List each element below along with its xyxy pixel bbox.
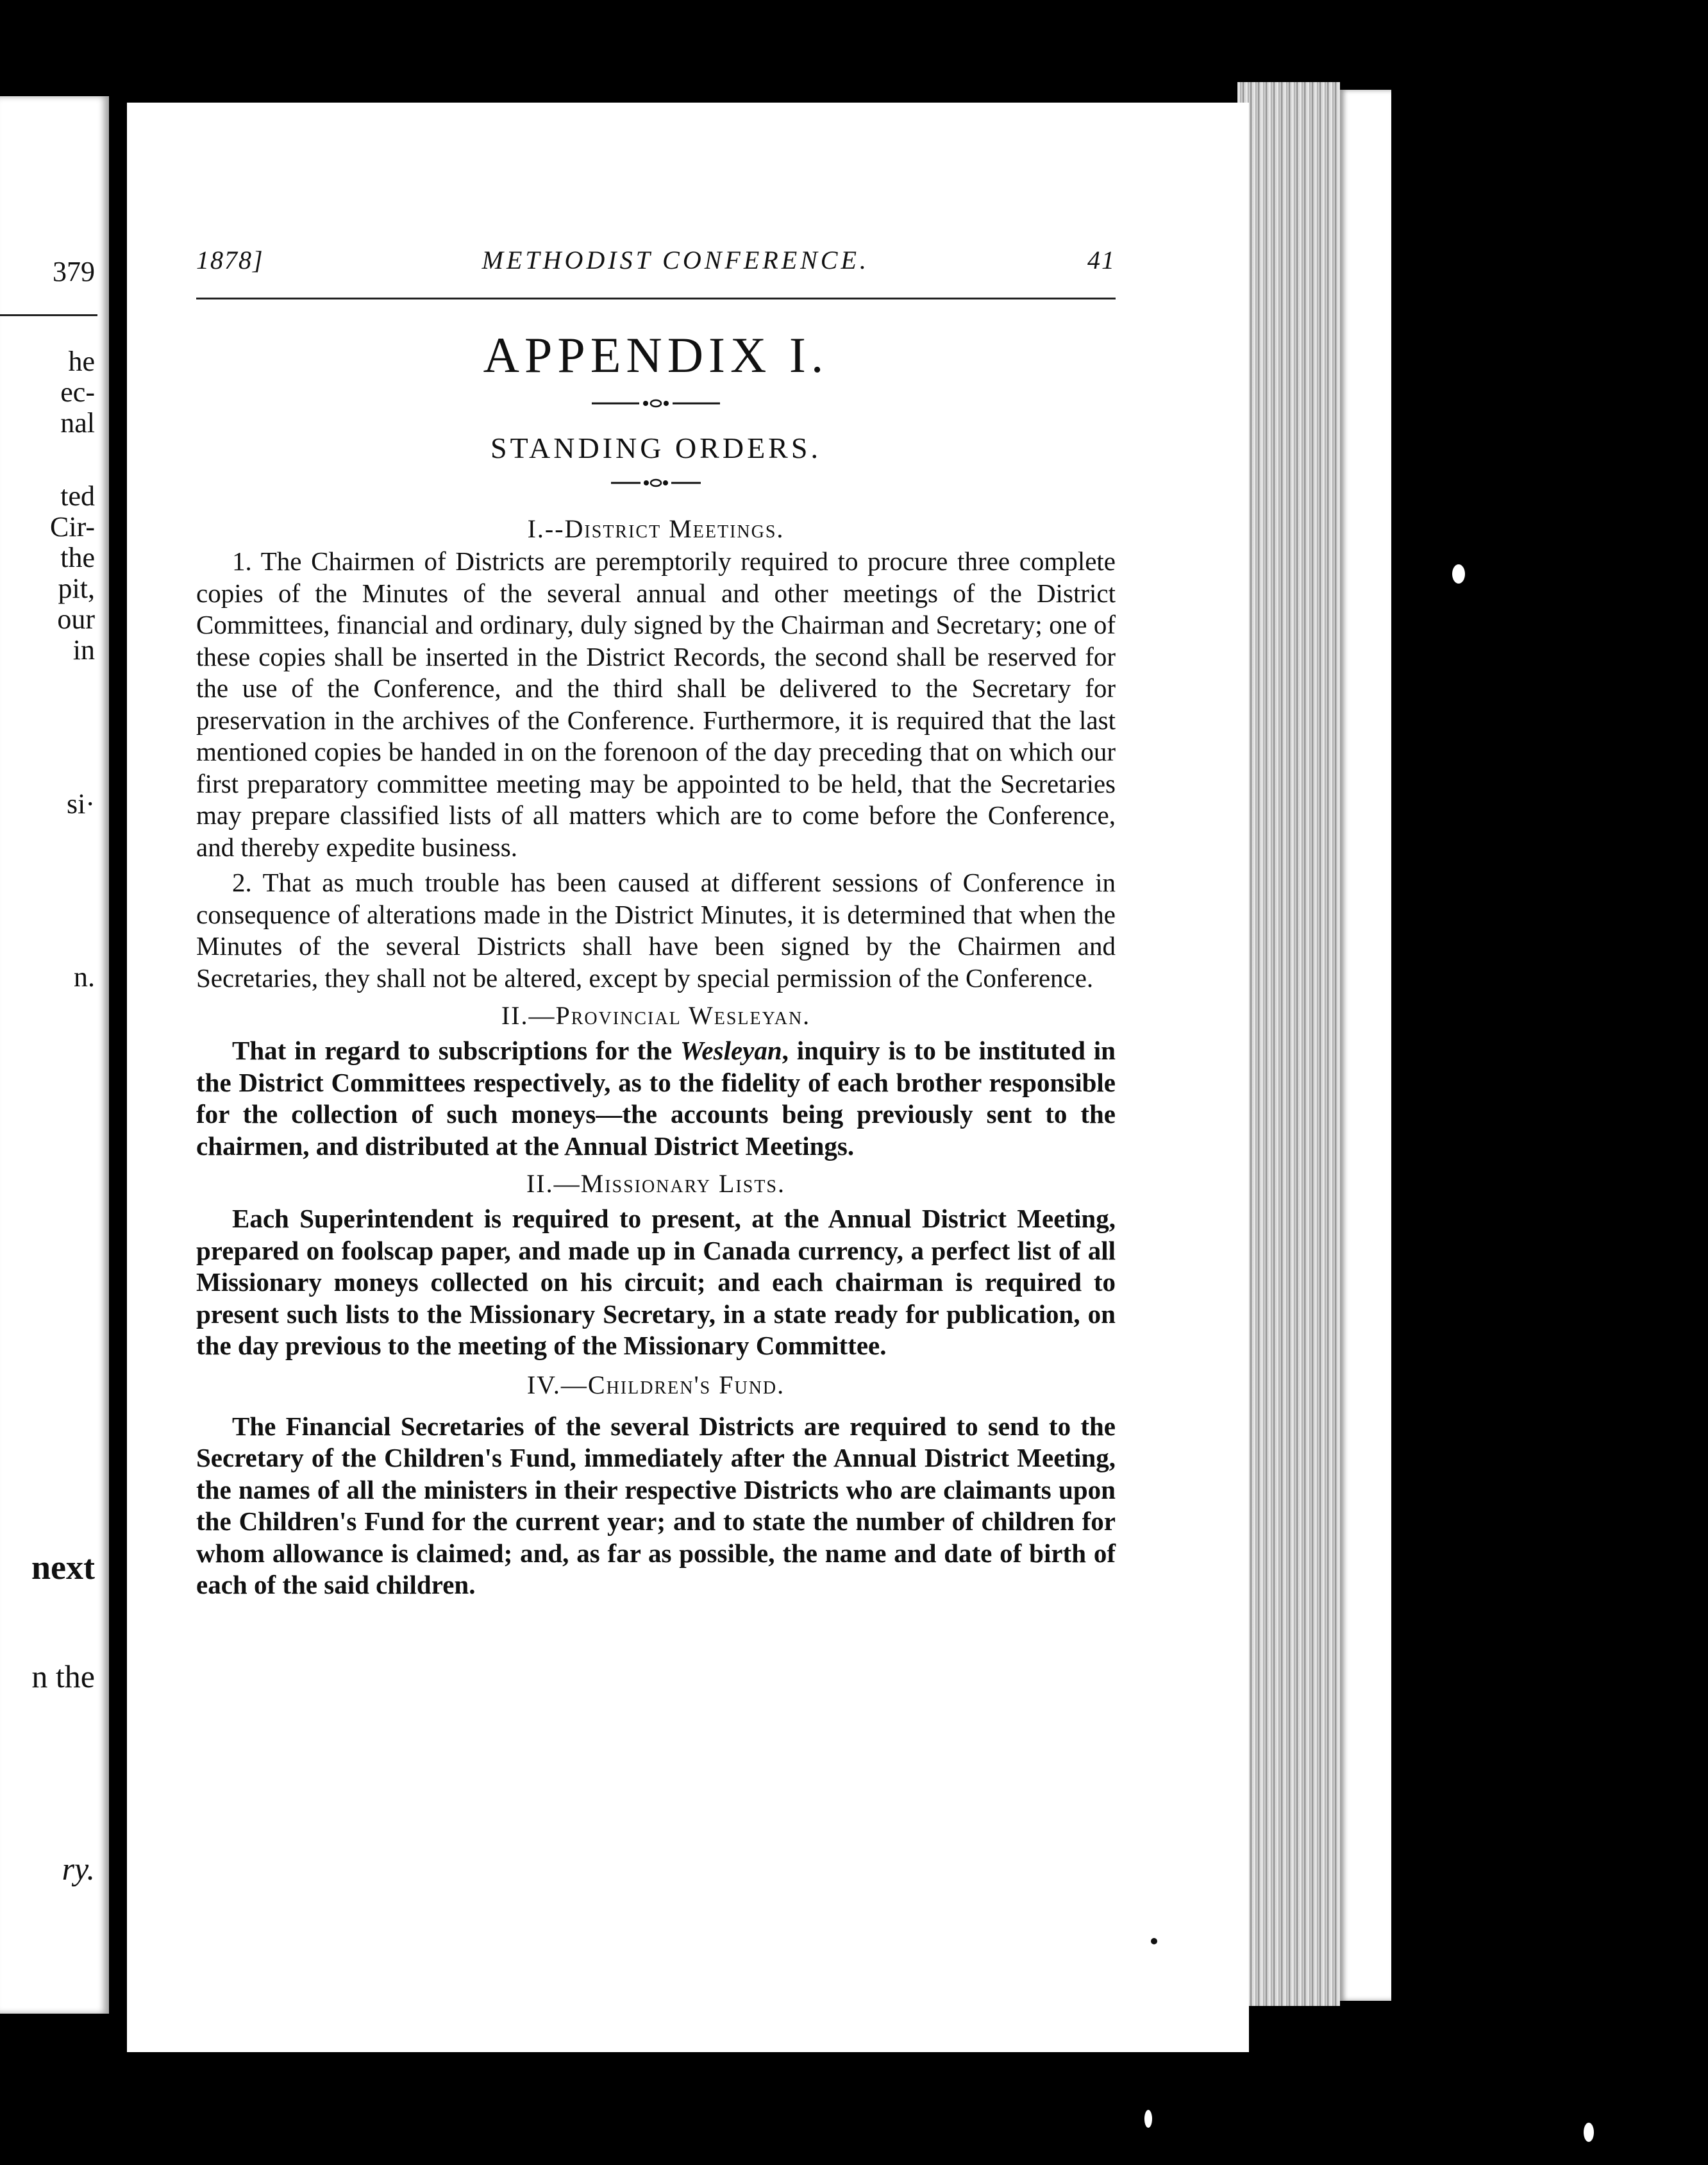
left-fragment: n the: [31, 1658, 95, 1694]
scan-speck: [1140, 1108, 1146, 1120]
italic-wesleyan: Wesleyan: [680, 1036, 782, 1065]
running-header: [196, 245, 1116, 286]
left-fragment: next: [31, 1548, 95, 1587]
left-header-rule: [0, 314, 97, 316]
paragraph-wesleyan: [196, 1035, 1116, 1162]
section-heading-missionary-lists: II.—Missionary Lists.: [526, 1169, 786, 1198]
left-fragment: in: [72, 634, 95, 666]
running-year: 1878]: [196, 246, 264, 274]
left-page-fragment: [0, 96, 109, 2014]
page-content: [196, 245, 1116, 1601]
left-fragment: the: [60, 542, 95, 573]
standing-orders-heading: STANDING ORDERS.: [490, 432, 821, 464]
ornament-divider-icon: [611, 478, 701, 488]
scan-speck: [1584, 2123, 1594, 2142]
paragraph-district-2: 2. That as much trouble has been caused at different sessions of Conference in consequence of alterations made in the District Minutes, it is determined that when the Minutes of the several Districts shall have been signed by the Chairmen and Secretaries, they shall not be altered, except by special permission of the Conference.: [196, 868, 1116, 993]
page-number: 41: [1087, 246, 1116, 274]
left-fragment: n.: [74, 961, 95, 993]
left-fragment: si·: [67, 788, 95, 820]
paragraph-text: That in regard to subscriptions for the: [232, 1036, 681, 1065]
scan-speck: [1452, 564, 1465, 584]
paragraph-text: , inquiry is to be instituted in the District Committees respectively, as to the fidelity of each brother responsible for the collection of such moneys—the accounts being previously sent to the chairmen, and distributed at the Annual District Meetings.: [196, 1036, 1116, 1161]
book-edge-strip: [1340, 90, 1391, 2001]
left-fragment: ry.: [62, 1851, 95, 1887]
left-fragment: pit,: [58, 573, 95, 604]
scan-speck: [1151, 1938, 1157, 1944]
ornament-divider-icon: [592, 398, 720, 409]
left-fragment: he: [68, 346, 95, 377]
left-fragment: ted: [60, 480, 95, 512]
section-heading-district-meetings: I.--District Meetings.: [527, 514, 785, 543]
running-title: METHODIST CONFERENCE.: [481, 246, 869, 274]
left-fragment: our: [57, 603, 95, 635]
section-heading-provincial-wesleyan: II.—Provincial Wesleyan.: [501, 1001, 811, 1030]
section-heading-childrens-fund: IV.—Children's Fund.: [526, 1370, 785, 1399]
paragraph-childrens-fund: The Financial Secretaries of the several Districts are required to send to the Secretary of the Children's Fund, immediately after the Annual District Meeting, the names of all the ministers in their respective Districts who are claimants upon the Children's Fund for the current year; and to state the number of children for whom allowance is claimed; and, as far as possible, the name and date of birth of each of the said children.: [196, 1411, 1116, 1599]
scan-speck: [1144, 2110, 1152, 2128]
paragraph-district-1: 1. The Chairmen of Districts are peremptorily required to procure three complete copies of the Minutes of the several annual and other meetings of the District Committees, financial and ordinary, duly signed by the Chairman and Secretary; one of these copies shall be inserted in the District Records, the second shall be reserved for the use of the Conference, and the third shall be delivered to the Secretary for preservation in the archives of the Conference. Furthermore, it is required that the last mentioned copies be handed in on the forenoon of the day preceding that on which our first preparatory committee meeting may be appointed to be held, that the Secretaries may prepare classified lists of all matters which are to come before the Conference, and thereby expedite business.: [196, 546, 1116, 862]
appendix-title: APPENDIX I.: [483, 327, 829, 383]
header-rule: [196, 298, 1116, 299]
left-fragment: Cir-: [50, 511, 95, 543]
left-fragment: 379: [53, 256, 95, 287]
page-edges: [1237, 82, 1340, 2006]
paragraph-missionary: Each Superintendent is required to present, at the Annual District Meeting, prepared on foolscap paper, and made up in Canada currency, a perfect list of all Missionary moneys collected on his circuit; and each chairman is required to present such lists to the Missionary Secretary, in a state ready for publication, on the day previous to the meeting of the Missionary Committee.: [196, 1204, 1116, 1360]
left-fragment: ec-: [60, 376, 95, 408]
left-fragment: nal: [60, 407, 95, 439]
